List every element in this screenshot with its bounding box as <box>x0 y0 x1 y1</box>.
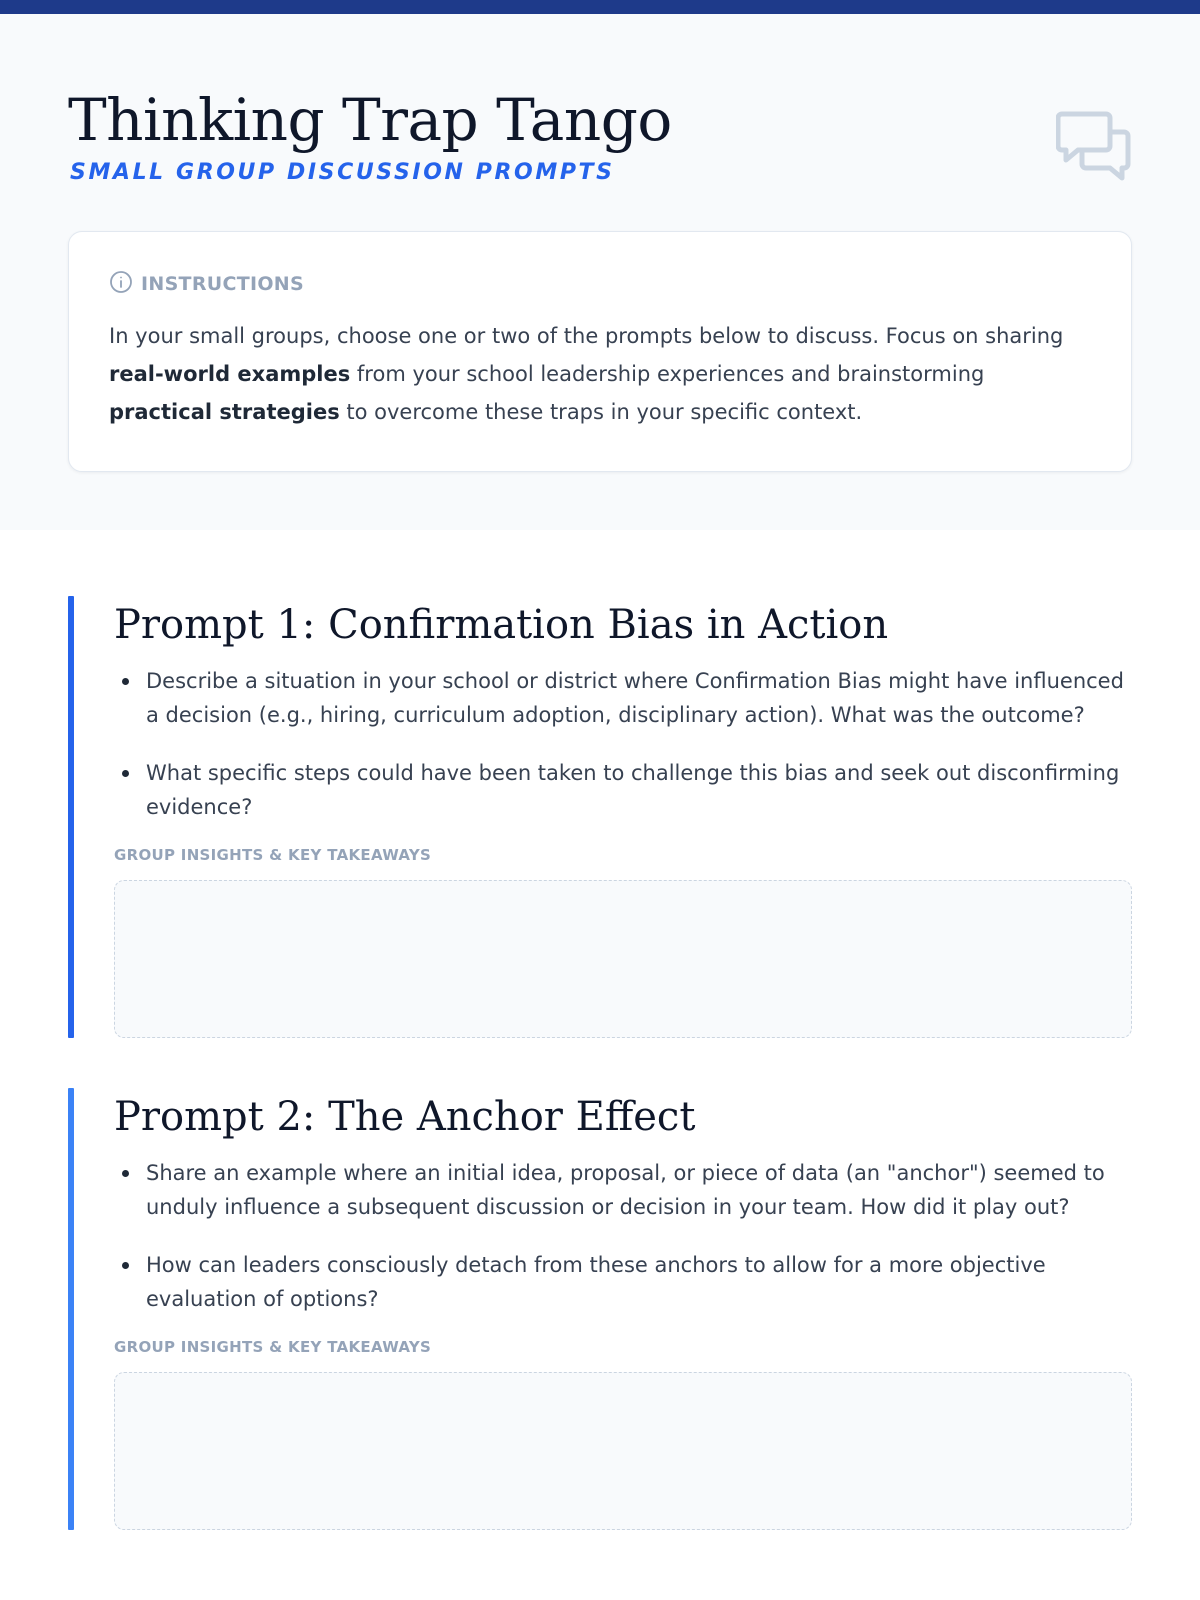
instructions-card <box>68 231 1132 472</box>
insights-label: GROUP INSIGHTS & KEY TAKEAWAYS <box>114 1338 432 1356</box>
bullet-icon <box>122 1262 129 1269</box>
instructions-emphasis: practical strategies <box>109 399 340 424</box>
page-subtitle: SMALL GROUP DISCUSSION PROMPTS <box>70 159 615 185</box>
prompt-question-list <box>114 664 1132 824</box>
prompts-section <box>0 530 1200 1530</box>
instructions-heading-label: INSTRUCTIONS <box>141 273 304 296</box>
prompt-question <box>114 1156 1132 1224</box>
prompt-question-text: How can leaders consciously detach from these anchors to allow for a more objective evaluation of options? <box>146 1253 1046 1311</box>
instructions-emphasis: real-world examples <box>109 361 351 386</box>
chat-bubbles-icon <box>1056 108 1132 184</box>
prompt-question <box>114 756 1132 824</box>
prompt-card <box>68 1088 1132 1530</box>
prompt-question-text: What specific steps could have been taken to challenge this bias and seek out disconfirming evidence? <box>146 761 1120 819</box>
instructions-text-part: from your school leadership experiences and brainstorming <box>350 361 985 386</box>
prompt-question-text: Share an example where an initial idea, proposal, or piece of data (an "anchor") seemed to unduly influence a subsequent discussion or decision in your team. How did it play out? <box>146 1161 1105 1219</box>
insights-notes-area[interactable] <box>114 1372 1132 1530</box>
prompt-accent-bar <box>68 1088 74 1530</box>
prompt-accent-bar <box>68 596 74 1038</box>
instructions-text-part: to overcome these traps in your specific context. <box>339 399 863 424</box>
prompt-question-list <box>114 1156 1132 1316</box>
prompt-question <box>114 1248 1132 1316</box>
header-section <box>0 14 1200 530</box>
page-title: Thinking Trap Tango <box>68 86 672 154</box>
prompt-question <box>114 664 1132 732</box>
info-circle-icon <box>109 270 133 299</box>
prompt-card <box>68 596 1132 1038</box>
prompt-question-text: Describe a situation in your school or district where Confirmation Bias might have influenced a decision (e.g., hiring, curriculum adoption, disciplinary action). What was the outcome? <box>146 669 1124 727</box>
instructions-text <box>109 317 1091 431</box>
prompt-title: Prompt 2: The Anchor Effect <box>114 1094 696 1140</box>
instructions-heading <box>109 270 1091 299</box>
bullet-icon <box>122 1170 129 1177</box>
bullet-icon <box>122 678 129 685</box>
instructions-text-part: In your small groups, choose one or two of the prompts below to discuss. Focus on sharing <box>109 323 1064 348</box>
bullet-icon <box>122 770 129 777</box>
insights-notes-area[interactable] <box>114 880 1132 1038</box>
top-accent-bar <box>0 0 1200 14</box>
insights-label: GROUP INSIGHTS & KEY TAKEAWAYS <box>114 846 432 864</box>
prompt-title: Prompt 1: Confirmation Bias in Action <box>114 602 889 648</box>
